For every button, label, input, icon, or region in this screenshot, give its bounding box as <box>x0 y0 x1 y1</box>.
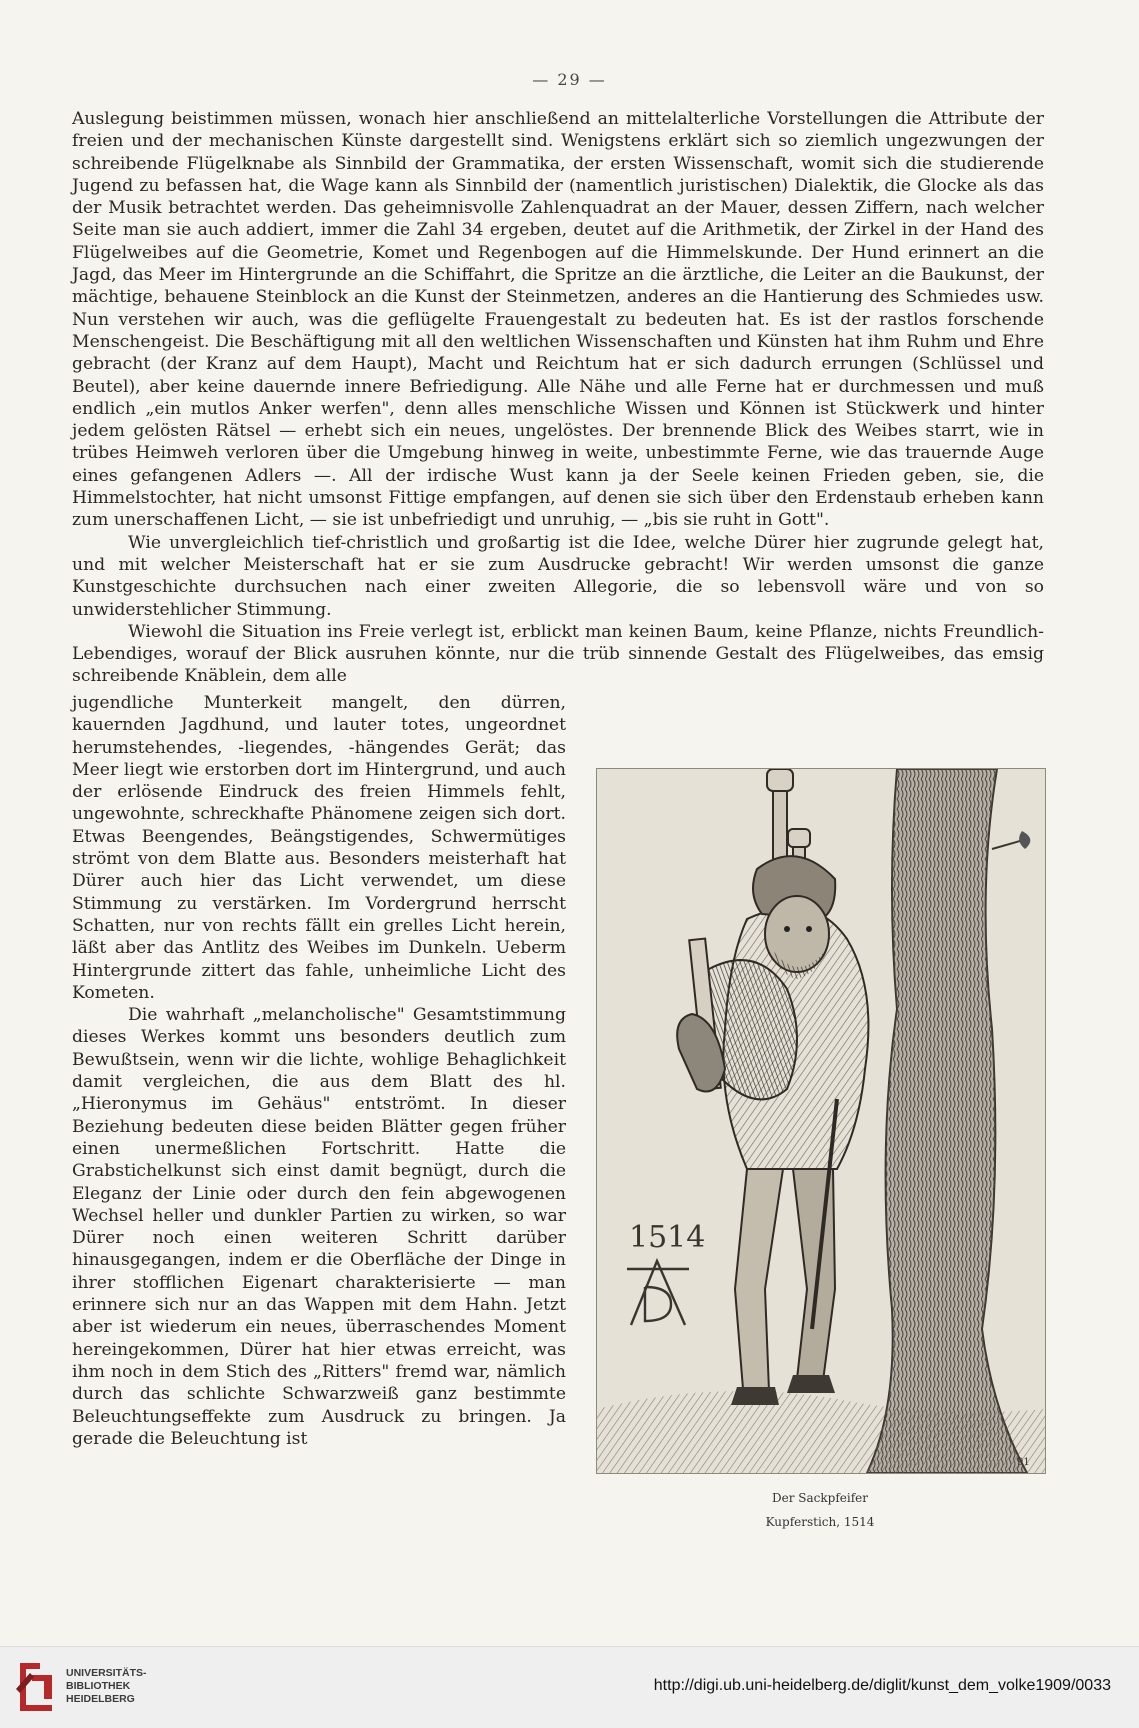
library-logo-icon <box>14 1659 58 1715</box>
paragraph: Auslegung beistimmen müssen, wonach hier anschließend an mittelalterliche Vorstellungen die Attribute der freien und der mechanischen Künste dargestellt sind. Wenigstens erklärt sich so ziemlich ungezwungen der schreibende Flügelknabe als Sinnbild der Grammatika, der ersten Wissenschaft, womit sich die studierende Jugend zu befassen hat, die Wage kann als Sinnbild der (namentlich juristischen) Dialektik, die Glocke als das der Musik betrachtet werden. Das geheimnisvolle Zahlenquadrat an der Mauer, dessen Ziffern, nach welcher Seite man sie auch addiert, immer die Zahl 34 ergeben, deutet auf die Arithmetik, der Zirkel in der Hand des Flügelweibes auf die Geometrie, Komet und Regenbogen auf die Himmelskunde. Der Hund erinnert an die Jagd, das Meer im Hintergrunde an die Schiffahrt, die Spritze an die ärztliche, die Leiter an die Baukunst, der mächtige, behauene Steinblock an die Kunst der Steinmetzen, anderes an die Hantierung des Schmiedes usw. Nun verstehen wir auch, was die geflügelte Frauengestalt zu bedeuten hat. Es ist der rastlos forschende Menschengeist. Die Beschäftigung mit all den weltlichen Wissenschaften und Künsten hat ihm Ruhm und Ehre gebracht (der Kranz auf dem Haupt), Macht und Reichtum hat er sich dadurch errungen (Schlüssel und Beutel), aber keine dauernde innere Befriedigung. Alle Nähe und alle Ferne hat er durchmessen und muß endlich „ein mutlos Anker werfen", denn alles menschliche Wissen und Können ist Stückwerk und hinter jedem gelösten Rätsel — erhebt sich ein neues, ungelöstes. Der brennende Blick des Weibes starrt, wie in trübes Heimweh verloren über die Umgebung hinweg in weite, unbestimmte Ferne, wie das trauernde Auge eines gefangenen Adlers —. All der irdische Wust kann ja der Seele keinen Frieden geben, sie, die Himmelstochter, hat nicht umsonst Fittige empfangen, auf denen sie sich über den Erdenstaub erheben kann zum unerschaffenen Licht, — sie ist unbefriedigt und unruhig, — „bis sie ruht in Gott". <box>72 109 1044 531</box>
library-name-line: BIBLIOTHEK <box>66 1680 131 1692</box>
engraving-date: 1514 <box>629 1220 706 1255</box>
engraving-illustration <box>597 769 1045 1473</box>
figure-caption <box>596 1486 1044 1534</box>
plate-number: 91 <box>1017 1457 1030 1468</box>
article-text-full-width <box>72 108 1044 688</box>
caption-title: Der Sackpfeifer <box>772 1491 868 1505</box>
page-number: — 29 — <box>532 70 607 89</box>
digitization-footer <box>0 1646 1139 1728</box>
engraving-bagpiper <box>596 768 1046 1474</box>
article-text-column <box>72 692 566 1450</box>
paragraph: Die wahrhaft „melancholische" Gesamtstimmung dieses Werkes kommt uns besonders deutlich zum Bewußtsein, wenn wir die lichte, wohlige Behaglichkeit damit vergleichen, die aus dem Blatt des hl. „Hieronymus im Gehäus" entströmt. In dieser Beziehung bedeuten diese beiden Blätter gegen früher einen unermeßlichen Fortschritt. Hatte die Grabstichelkunst sich einst damit begnügt, durch die Eleganz der Linie oder durch den fein abgewogenen Wechsel heller und dunkler Partien zu wirken, so war Dürer noch einen weiteren Schritt darüber hinausgegangen, indem er die Oberfläche der Dinge in ihrer stofflichen Eigenart charakterisierte — man erinnere sich nur an das Wappen mit dem Hahn. Jetzt aber ist wiederum ein neues, überraschendes Moment hereingekommen, Dürer hat hier etwas erreicht, was ihm noch in dem Stich des „Ritters" fremd war, nämlich durch das schlichte Schwarzweiß ganz bestimmte Beleuchtungseffekte zum Ausdruck zu bringen. Ja gerade die Beleuchtung ist <box>72 1005 566 1449</box>
library-name <box>66 1667 147 1706</box>
library-name-line: UNIVERSITÄTS- <box>66 1667 147 1679</box>
paragraph: jugendliche Munterkeit mangelt, den dürren, kauernden Jagdhund, und lauter totes, ungeordnet herumstehendes, -liegendes, -hängendes Gerät; das Meer liegt wie erstorben dort im Hintergrund, und auch der erlösende Eindruck des freien Himmels fehlt, ungewohnte, schreckhafte Phänomene zeigen sich dort. Etwas Beengendes, Beängstigendes, Schwermütiges strömt von dem Blatte aus. Besonders meisterhaft hat Dürer auch hier das Licht verwendet, um diese Stimmung zu verstärken. Im Vordergrund herrscht Schatten, nur von rechts fällt ein grelles Licht herein, läßt aber das Antlitz des Weibes im Dunkeln. Ueberm Hintergrunde zittert das fahle, unheimliche Licht des Kometen. <box>72 693 566 1003</box>
source-url-link[interactable]: http://digi.ub.uni-heidelberg.de/diglit/kunst_dem_volke1909/0033 <box>653 1677 1111 1694</box>
paragraph: Wie unvergleichlich tief-christlich und großartig ist die Idee, welche Dürer hier zugrunde gelegt hat, und mit welcher Meisterschaft hat er sie zum Ausdrucke gebracht! Wir werden umsonst die ganze Kunstgeschichte durchsuchen nach einer zweiten Allegorie, die so lebensvoll wäre und von so unwiderstehlicher Stimmung. <box>72 532 1044 620</box>
paragraph: Wiewohl die Situation ins Freie verlegt ist, erblickt man keinen Baum, keine Pflanze, nichts Freundlich-Lebendiges, worauf der Blick ausruhen könnte, nur die trüb sinnende Gestalt des Flügelweibes, das emsig schreibende Knäblein, dem alle <box>72 621 1044 687</box>
library-name-line: HEIDELBERG <box>66 1693 135 1705</box>
caption-subtitle: Kupferstich, 1514 <box>765 1515 875 1529</box>
